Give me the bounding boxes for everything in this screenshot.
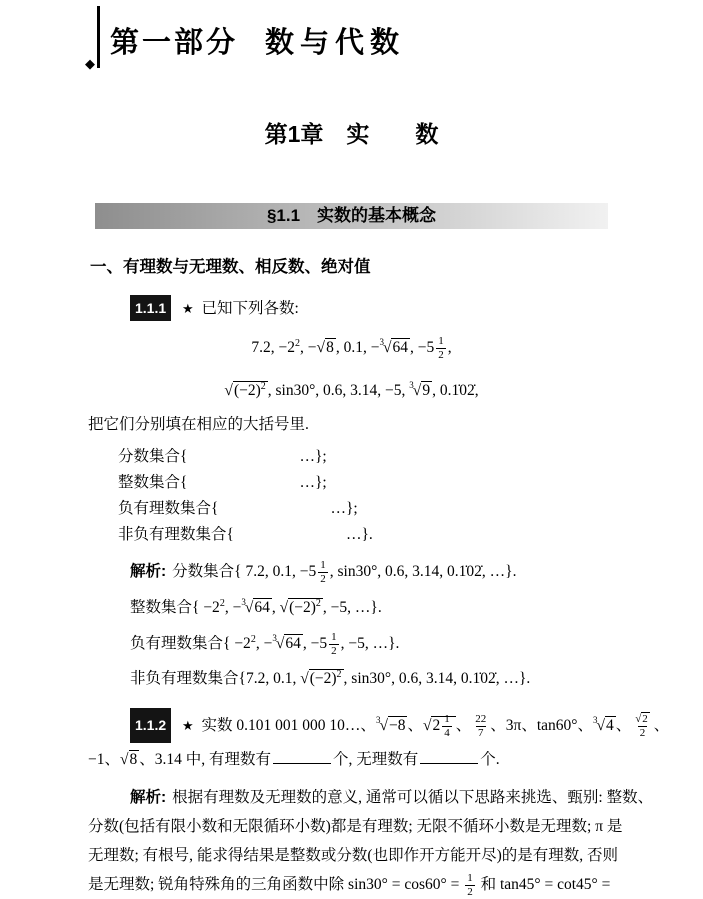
solution-line: 分数(包括有限小数和无限循环小数)都是有理数; 无限不循环小数是无理数; π 是 — [88, 818, 623, 836]
set-label: 负有理数集合{ — [118, 500, 219, 517]
problem-1-intro: 已知下列各数: — [201, 300, 299, 317]
subsection-title: 一、有理数与无理数、相反数、绝对值 — [90, 258, 371, 276]
part-header — [85, 16, 703, 74]
solution-text: 分数集合{ 7.2, 0.1, −5 $\frac{1}{2}$ , sin30°, 0.6, 3.14, 0.1̇02̇, …}. — [172, 559, 517, 585]
diamond-icon: ◆ — [85, 56, 95, 71]
solution-label: 解析: — [130, 563, 167, 580]
problem-1-instruction: 把它们分别填在相应的大括号里. — [88, 416, 309, 433]
set-tail: …}. — [345, 526, 373, 543]
problem-2-solution — [88, 783, 703, 899]
set-label: 分数集合{ — [118, 448, 188, 465]
list-item — [118, 470, 703, 496]
section-header-bar — [95, 203, 608, 229]
solution-line: 负有理数集合{ $-2^2$, −$^3$√64 , −5 $\frac{1}{2}$ , −5, …}. — [130, 631, 400, 657]
set-tail: …}; — [299, 448, 327, 465]
solution-text: 根据有理数及无理数的意义, 通常可以循以下思路来挑选、甄别: 整数、 — [172, 789, 654, 807]
solution-line: 非负有理数集合{7.2, 0.1, $√(-2)^2$ , sin30°, 0.6, 3.14, 0.1̇02̇, …}. — [130, 669, 531, 688]
solution-line — [130, 783, 703, 812]
set-tail: …}; — [330, 500, 358, 517]
problem-1-math-line-1: 7.2, $-2^2$, −√8 , 0.1, −$^3$√64 , −5 $\frac{1}{2}$ , — [251, 335, 452, 361]
list-item — [118, 496, 703, 522]
set-label: 整数集合{ — [118, 474, 188, 491]
chapter-title: 第1章 实 数 — [264, 121, 439, 147]
solution-label: 解析: — [130, 789, 167, 807]
solution-line: 是无理数; 锐角特殊角的三角函数中除 sin30° = cos60° = $\frac{1}{2}$ 和 tan45° = cot45° = — [88, 872, 611, 899]
problem-2-text-line-1: 实数 0.101 001 000 10…、$^3$√−8 、√2 $\frac{1}{4}$ 、 $\frac{22}{7}$ 、3π、tan60°、$^3$√4 、 $\frac{√2}{2}$ 、 — [201, 713, 670, 740]
star-icon: ★ — [182, 301, 194, 316]
set-label: 非负有理数集合{ — [118, 526, 234, 543]
set-list — [118, 444, 703, 548]
list-item — [118, 444, 703, 470]
vertical-rule — [97, 6, 100, 68]
textbook-page — [0, 16, 703, 899]
problem-2-header — [130, 704, 703, 743]
section-title: §1.1 实数的基本概念 — [266, 206, 437, 225]
set-tail: …}; — [299, 474, 327, 491]
solution-line: 整数集合{ $-2^2$, −$^3$√64 , $√(-2)^2$ , −5, …}. — [130, 597, 382, 616]
star-icon: ★ — [182, 718, 194, 734]
problem-1-solution — [130, 556, 703, 694]
problem-1-header — [130, 295, 703, 321]
part-title: 数与代数 — [265, 27, 406, 59]
part-label: 第一部分 — [110, 27, 239, 59]
list-item — [118, 522, 703, 548]
problem-1-math-line-2: $√(-2)^2$ , sin30°, 0.6, 3.14, −5, $^3$√9 , 0.1̇02̇, — [224, 380, 479, 399]
problem-1-number-badge: 1.1.1 — [130, 295, 171, 321]
problem-2-text-line-2: −1、√8 、3.14 中, 有理数有 个, 无理数有 个. — [88, 751, 500, 769]
solution-line — [130, 556, 703, 587]
problem-2-number-badge: 1.1.2 — [130, 708, 171, 743]
solution-line: 无理数; 有根号, 能求得结果是整数或分数(也即作开方能开尽)的是有理数, 否则 — [88, 847, 619, 865]
